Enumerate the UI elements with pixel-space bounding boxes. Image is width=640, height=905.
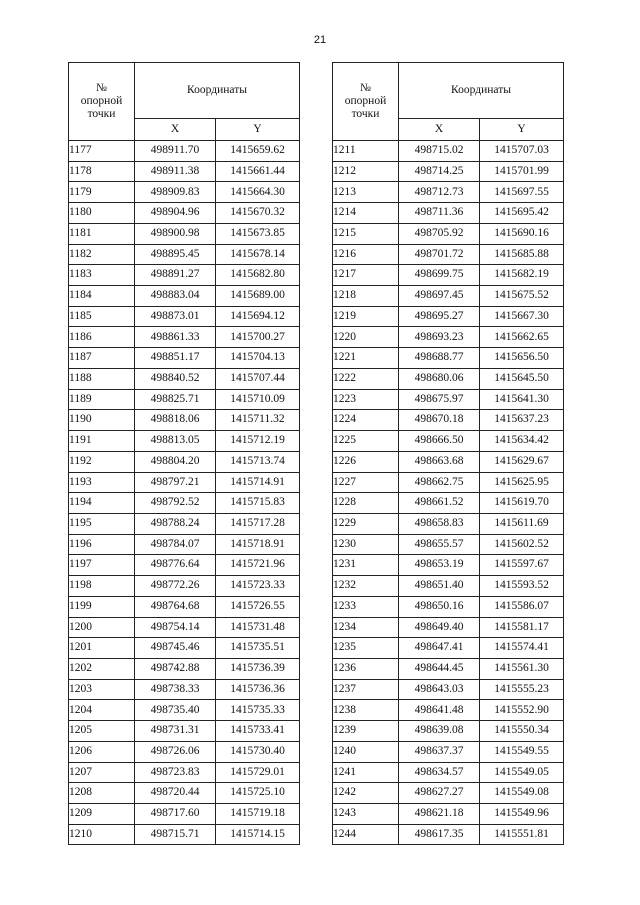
table-row bbox=[69, 824, 300, 845]
point-number-cell: 1244 bbox=[333, 824, 399, 845]
x-coordinate-cell: 498825.71 bbox=[135, 389, 216, 410]
coordinates-header: Координаты bbox=[135, 63, 300, 119]
table-row bbox=[69, 265, 300, 286]
table-row bbox=[333, 804, 564, 825]
coordinates-header: Координаты bbox=[399, 63, 564, 119]
table-row bbox=[69, 762, 300, 783]
table-row bbox=[333, 493, 564, 514]
table-row bbox=[69, 472, 300, 493]
y-coordinate-cell: 1415712.19 bbox=[216, 431, 300, 452]
point-number-cell: 1239 bbox=[333, 721, 399, 742]
table-row bbox=[69, 596, 300, 617]
y-coordinate-cell: 1415723.33 bbox=[216, 576, 300, 597]
point-number-cell: 1229 bbox=[333, 513, 399, 534]
y-coordinate-cell: 1415695.42 bbox=[480, 203, 564, 224]
table-row bbox=[69, 576, 300, 597]
point-number-cell: 1196 bbox=[69, 534, 135, 555]
y-coordinate-cell: 1415662.65 bbox=[480, 327, 564, 348]
table-row bbox=[69, 161, 300, 182]
point-number-cell: 1185 bbox=[69, 306, 135, 327]
x-coordinate-cell: 498634.57 bbox=[399, 762, 480, 783]
point-number-word2: точки bbox=[87, 108, 116, 121]
x-coordinate-cell: 498639.08 bbox=[399, 721, 480, 742]
point-number-cell: 1227 bbox=[333, 472, 399, 493]
point-number-cell: 1217 bbox=[333, 265, 399, 286]
point-number-cell: 1180 bbox=[69, 203, 135, 224]
point-number-cell: 1177 bbox=[69, 141, 135, 162]
table-row bbox=[69, 617, 300, 638]
x-coordinate-cell: 498651.40 bbox=[399, 576, 480, 597]
y-coordinate-cell: 1415549.08 bbox=[480, 783, 564, 804]
y-coordinate-cell: 1415718.91 bbox=[216, 534, 300, 555]
table-body bbox=[333, 141, 564, 845]
x-coordinate-cell: 498693.23 bbox=[399, 327, 480, 348]
y-coordinate-cell: 1415713.74 bbox=[216, 451, 300, 472]
point-number-cell: 1179 bbox=[69, 182, 135, 203]
y-coordinate-cell: 1415551.81 bbox=[480, 824, 564, 845]
x-coordinate-cell: 498711.36 bbox=[399, 203, 480, 224]
point-number-cell: 1209 bbox=[69, 804, 135, 825]
point-number-cell: 1228 bbox=[333, 493, 399, 514]
point-number-cell: 1241 bbox=[333, 762, 399, 783]
x-coordinate-cell: 498663.68 bbox=[399, 451, 480, 472]
point-number-cell: 1178 bbox=[69, 161, 135, 182]
x-coordinate-cell: 498840.52 bbox=[135, 368, 216, 389]
table-row bbox=[69, 368, 300, 389]
point-number-cell: 1200 bbox=[69, 617, 135, 638]
table-row bbox=[333, 306, 564, 327]
point-number-cell: 1238 bbox=[333, 700, 399, 721]
point-number-cell: 1212 bbox=[333, 161, 399, 182]
x-coordinate-cell: 498697.45 bbox=[399, 286, 480, 307]
y-coordinate-cell: 1415593.52 bbox=[480, 576, 564, 597]
point-number-cell: 1231 bbox=[333, 555, 399, 576]
coordinates-table-left bbox=[68, 62, 300, 845]
table-row bbox=[333, 161, 564, 182]
y-coordinate-cell: 1415602.52 bbox=[480, 534, 564, 555]
x-coordinate-cell: 498726.06 bbox=[135, 741, 216, 762]
point-number-cell: 1240 bbox=[333, 741, 399, 762]
y-coordinate-cell: 1415736.36 bbox=[216, 679, 300, 700]
table-row bbox=[69, 700, 300, 721]
x-coordinate-cell: 498644.45 bbox=[399, 658, 480, 679]
table-row bbox=[69, 783, 300, 804]
table-row bbox=[69, 679, 300, 700]
y-coordinate-cell: 1415634.42 bbox=[480, 431, 564, 452]
x-coordinate-cell: 498641.48 bbox=[399, 700, 480, 721]
table-row bbox=[69, 389, 300, 410]
point-number-word2: точки bbox=[351, 108, 380, 121]
point-number-cell: 1194 bbox=[69, 493, 135, 514]
table-row bbox=[69, 431, 300, 452]
x-coordinate-cell: 498909.83 bbox=[135, 182, 216, 203]
x-coordinate-cell: 498680.06 bbox=[399, 368, 480, 389]
x-coordinate-cell: 498792.52 bbox=[135, 493, 216, 514]
y-coordinate-cell: 1415625.95 bbox=[480, 472, 564, 493]
y-coordinate-cell: 1415549.05 bbox=[480, 762, 564, 783]
x-coordinate-cell: 498904.96 bbox=[135, 203, 216, 224]
point-number-cell: 1226 bbox=[333, 451, 399, 472]
x-coordinate-cell: 498655.57 bbox=[399, 534, 480, 555]
x-coordinate-cell: 498861.33 bbox=[135, 327, 216, 348]
table-row bbox=[69, 513, 300, 534]
x-coordinate-cell: 498695.27 bbox=[399, 306, 480, 327]
y-coordinate-cell: 1415659.62 bbox=[216, 141, 300, 162]
point-number-cell: 1202 bbox=[69, 658, 135, 679]
table-row bbox=[69, 244, 300, 265]
table-row bbox=[69, 741, 300, 762]
point-number-cell: 1183 bbox=[69, 265, 135, 286]
y-coordinate-cell: 1415714.91 bbox=[216, 472, 300, 493]
y-coordinate-cell: 1415715.83 bbox=[216, 493, 300, 514]
table-row bbox=[333, 244, 564, 265]
y-coordinate-cell: 1415673.85 bbox=[216, 223, 300, 244]
point-number-cell: 1214 bbox=[333, 203, 399, 224]
x-coordinate-cell: 498649.40 bbox=[399, 617, 480, 638]
table-row bbox=[333, 700, 564, 721]
table-row bbox=[333, 721, 564, 742]
y-coordinate-cell: 1415690.16 bbox=[480, 223, 564, 244]
table-row bbox=[69, 804, 300, 825]
table-row bbox=[69, 451, 300, 472]
point-number-cell: 1186 bbox=[69, 327, 135, 348]
x-coordinate-cell: 498745.46 bbox=[135, 638, 216, 659]
table-body bbox=[69, 141, 300, 845]
x-coordinate-cell: 498891.27 bbox=[135, 265, 216, 286]
y-column-header: Y bbox=[480, 119, 564, 141]
y-coordinate-cell: 1415555.23 bbox=[480, 679, 564, 700]
y-coordinate-cell: 1415725.10 bbox=[216, 783, 300, 804]
x-coordinate-cell: 498723.83 bbox=[135, 762, 216, 783]
point-number-cell: 1242 bbox=[333, 783, 399, 804]
x-coordinate-cell: 498731.31 bbox=[135, 721, 216, 742]
page-number: 21 bbox=[313, 34, 327, 46]
point-number-cell: 1190 bbox=[69, 410, 135, 431]
table-row bbox=[69, 534, 300, 555]
point-number-cell: 1207 bbox=[69, 762, 135, 783]
table-row bbox=[333, 327, 564, 348]
x-coordinate-cell: 498621.18 bbox=[399, 804, 480, 825]
y-coordinate-cell: 1415721.96 bbox=[216, 555, 300, 576]
y-coordinate-cell: 1415552.90 bbox=[480, 700, 564, 721]
x-coordinate-cell: 498742.88 bbox=[135, 658, 216, 679]
y-coordinate-cell: 1415694.12 bbox=[216, 306, 300, 327]
point-number-cell: 1192 bbox=[69, 451, 135, 472]
y-coordinate-cell: 1415670.32 bbox=[216, 203, 300, 224]
table-row bbox=[69, 286, 300, 307]
y-coordinate-cell: 1415735.33 bbox=[216, 700, 300, 721]
y-coordinate-cell: 1415700.27 bbox=[216, 327, 300, 348]
point-number-cell: 1225 bbox=[333, 431, 399, 452]
point-number-cell: 1201 bbox=[69, 638, 135, 659]
y-coordinate-cell: 1415637.23 bbox=[480, 410, 564, 431]
point-number-cell: 1203 bbox=[69, 679, 135, 700]
table-row bbox=[333, 638, 564, 659]
y-coordinate-cell: 1415697.55 bbox=[480, 182, 564, 203]
point-number-cell: 1223 bbox=[333, 389, 399, 410]
y-coordinate-cell: 1415597.67 bbox=[480, 555, 564, 576]
point-number-header bbox=[333, 63, 399, 141]
x-coordinate-cell: 498637.37 bbox=[399, 741, 480, 762]
x-coordinate-cell: 498717.60 bbox=[135, 804, 216, 825]
point-number-cell: 1211 bbox=[333, 141, 399, 162]
table-row bbox=[333, 286, 564, 307]
x-coordinate-cell: 498720.44 bbox=[135, 783, 216, 804]
x-coordinate-cell: 498911.70 bbox=[135, 141, 216, 162]
y-coordinate-cell: 1415656.50 bbox=[480, 348, 564, 369]
table-row bbox=[69, 721, 300, 742]
point-number-cell: 1198 bbox=[69, 576, 135, 597]
point-number-symbol: № bbox=[360, 81, 371, 94]
x-coordinate-cell: 498617.35 bbox=[399, 824, 480, 845]
y-coordinate-cell: 1415549.55 bbox=[480, 741, 564, 762]
point-number-cell: 1205 bbox=[69, 721, 135, 742]
x-coordinate-cell: 498804.20 bbox=[135, 451, 216, 472]
point-number-cell: 1210 bbox=[69, 824, 135, 845]
point-number-cell: 1233 bbox=[333, 596, 399, 617]
table-row bbox=[333, 679, 564, 700]
y-coordinate-cell: 1415561.30 bbox=[480, 658, 564, 679]
table-row bbox=[333, 741, 564, 762]
x-coordinate-cell: 498627.27 bbox=[399, 783, 480, 804]
table-row bbox=[333, 555, 564, 576]
x-coordinate-cell: 498754.14 bbox=[135, 617, 216, 638]
y-coordinate-cell: 1415719.18 bbox=[216, 804, 300, 825]
x-coordinate-cell: 498784.07 bbox=[135, 534, 216, 555]
y-coordinate-cell: 1415707.03 bbox=[480, 141, 564, 162]
point-number-cell: 1188 bbox=[69, 368, 135, 389]
point-number-cell: 1199 bbox=[69, 596, 135, 617]
x-coordinate-cell: 498666.50 bbox=[399, 431, 480, 452]
y-coordinate-cell: 1415710.09 bbox=[216, 389, 300, 410]
y-coordinate-cell: 1415549.96 bbox=[480, 804, 564, 825]
y-coordinate-cell: 1415667.30 bbox=[480, 306, 564, 327]
point-number-cell: 1219 bbox=[333, 306, 399, 327]
x-coordinate-cell: 498658.83 bbox=[399, 513, 480, 534]
y-coordinate-cell: 1415675.52 bbox=[480, 286, 564, 307]
table-row bbox=[69, 141, 300, 162]
y-coordinate-cell: 1415729.01 bbox=[216, 762, 300, 783]
x-coordinate-cell: 498715.71 bbox=[135, 824, 216, 845]
point-number-cell: 1182 bbox=[69, 244, 135, 265]
point-number-cell: 1197 bbox=[69, 555, 135, 576]
table-row bbox=[333, 617, 564, 638]
y-coordinate-cell: 1415731.48 bbox=[216, 617, 300, 638]
table-row bbox=[333, 658, 564, 679]
point-number-cell: 1230 bbox=[333, 534, 399, 555]
x-column-header: X bbox=[135, 119, 216, 141]
table-row bbox=[333, 223, 564, 244]
y-coordinate-cell: 1415711.32 bbox=[216, 410, 300, 431]
table-row bbox=[69, 306, 300, 327]
table-row bbox=[69, 410, 300, 431]
point-number-cell: 1220 bbox=[333, 327, 399, 348]
point-number-cell: 1235 bbox=[333, 638, 399, 659]
y-coordinate-cell: 1415714.15 bbox=[216, 824, 300, 845]
point-number-cell: 1218 bbox=[333, 286, 399, 307]
table-row bbox=[333, 389, 564, 410]
point-number-word1: опорной bbox=[344, 94, 387, 107]
point-number-cell: 1204 bbox=[69, 700, 135, 721]
y-coordinate-cell: 1415685.88 bbox=[480, 244, 564, 265]
x-coordinate-cell: 498738.33 bbox=[135, 679, 216, 700]
table-row bbox=[333, 265, 564, 286]
table-row bbox=[333, 368, 564, 389]
y-coordinate-cell: 1415707.44 bbox=[216, 368, 300, 389]
x-coordinate-cell: 498776.64 bbox=[135, 555, 216, 576]
x-coordinate-cell: 498851.17 bbox=[135, 348, 216, 369]
x-coordinate-cell: 498873.01 bbox=[135, 306, 216, 327]
y-coordinate-cell: 1415550.34 bbox=[480, 721, 564, 742]
table-row bbox=[333, 596, 564, 617]
table-row bbox=[333, 348, 564, 369]
point-number-cell: 1206 bbox=[69, 741, 135, 762]
y-coordinate-cell: 1415661.44 bbox=[216, 161, 300, 182]
x-coordinate-cell: 498643.03 bbox=[399, 679, 480, 700]
table-row bbox=[69, 327, 300, 348]
point-number-cell: 1187 bbox=[69, 348, 135, 369]
table-row bbox=[333, 534, 564, 555]
point-number-cell: 1224 bbox=[333, 410, 399, 431]
x-coordinate-cell: 498788.24 bbox=[135, 513, 216, 534]
coordinates-table-right bbox=[332, 62, 564, 845]
y-coordinate-cell: 1415682.19 bbox=[480, 265, 564, 286]
x-coordinate-cell: 498662.75 bbox=[399, 472, 480, 493]
y-coordinate-cell: 1415733.41 bbox=[216, 721, 300, 742]
table-row bbox=[333, 410, 564, 431]
point-number-cell: 1221 bbox=[333, 348, 399, 369]
point-number-cell: 1181 bbox=[69, 223, 135, 244]
point-number-symbol: № bbox=[96, 81, 107, 94]
x-coordinate-cell: 498701.72 bbox=[399, 244, 480, 265]
table-row bbox=[333, 203, 564, 224]
y-coordinate-cell: 1415678.14 bbox=[216, 244, 300, 265]
point-number-word1: опорной bbox=[80, 94, 123, 107]
y-coordinate-cell: 1415736.39 bbox=[216, 658, 300, 679]
y-coordinate-cell: 1415619.70 bbox=[480, 493, 564, 514]
point-number-cell: 1222 bbox=[333, 368, 399, 389]
point-number-cell: 1213 bbox=[333, 182, 399, 203]
point-number-cell: 1184 bbox=[69, 286, 135, 307]
x-coordinate-cell: 498735.40 bbox=[135, 700, 216, 721]
x-coordinate-cell: 498895.45 bbox=[135, 244, 216, 265]
table-row bbox=[333, 182, 564, 203]
point-number-cell: 1191 bbox=[69, 431, 135, 452]
y-column-header: Y bbox=[216, 119, 300, 141]
table-row bbox=[333, 431, 564, 452]
point-number-cell: 1193 bbox=[69, 472, 135, 493]
x-column-header: X bbox=[399, 119, 480, 141]
y-coordinate-cell: 1415586.07 bbox=[480, 596, 564, 617]
point-number-cell: 1234 bbox=[333, 617, 399, 638]
y-coordinate-cell: 1415611.69 bbox=[480, 513, 564, 534]
x-coordinate-cell: 498911.38 bbox=[135, 161, 216, 182]
point-number-cell: 1195 bbox=[69, 513, 135, 534]
x-coordinate-cell: 498772.26 bbox=[135, 576, 216, 597]
x-coordinate-cell: 498675.97 bbox=[399, 389, 480, 410]
table-row bbox=[69, 223, 300, 244]
table-row bbox=[69, 203, 300, 224]
table-row bbox=[333, 451, 564, 472]
x-coordinate-cell: 498653.19 bbox=[399, 555, 480, 576]
x-coordinate-cell: 498900.98 bbox=[135, 223, 216, 244]
y-coordinate-cell: 1415717.28 bbox=[216, 513, 300, 534]
y-coordinate-cell: 1415629.67 bbox=[480, 451, 564, 472]
point-number-cell: 1189 bbox=[69, 389, 135, 410]
table-row bbox=[69, 638, 300, 659]
x-coordinate-cell: 498670.18 bbox=[399, 410, 480, 431]
y-coordinate-cell: 1415726.55 bbox=[216, 596, 300, 617]
y-coordinate-cell: 1415581.17 bbox=[480, 617, 564, 638]
point-number-cell: 1237 bbox=[333, 679, 399, 700]
x-coordinate-cell: 498699.75 bbox=[399, 265, 480, 286]
table-row bbox=[333, 513, 564, 534]
table-row bbox=[333, 762, 564, 783]
x-coordinate-cell: 498715.02 bbox=[399, 141, 480, 162]
point-number-cell: 1208 bbox=[69, 783, 135, 804]
x-coordinate-cell: 498818.06 bbox=[135, 410, 216, 431]
x-coordinate-cell: 498712.73 bbox=[399, 182, 480, 203]
x-coordinate-cell: 498764.68 bbox=[135, 596, 216, 617]
y-coordinate-cell: 1415701.99 bbox=[480, 161, 564, 182]
y-coordinate-cell: 1415682.80 bbox=[216, 265, 300, 286]
table-row bbox=[333, 576, 564, 597]
x-coordinate-cell: 498883.04 bbox=[135, 286, 216, 307]
x-coordinate-cell: 498650.16 bbox=[399, 596, 480, 617]
y-coordinate-cell: 1415689.00 bbox=[216, 286, 300, 307]
table-row bbox=[333, 783, 564, 804]
x-coordinate-cell: 498813.05 bbox=[135, 431, 216, 452]
x-coordinate-cell: 498661.52 bbox=[399, 493, 480, 514]
x-coordinate-cell: 498797.21 bbox=[135, 472, 216, 493]
y-coordinate-cell: 1415645.50 bbox=[480, 368, 564, 389]
y-coordinate-cell: 1415574.41 bbox=[480, 638, 564, 659]
table-row bbox=[333, 141, 564, 162]
point-number-cell: 1215 bbox=[333, 223, 399, 244]
table-row bbox=[333, 472, 564, 493]
point-number-cell: 1216 bbox=[333, 244, 399, 265]
table-row bbox=[69, 555, 300, 576]
y-coordinate-cell: 1415704.13 bbox=[216, 348, 300, 369]
point-number-cell: 1243 bbox=[333, 804, 399, 825]
table-row bbox=[333, 824, 564, 845]
table-row bbox=[69, 493, 300, 514]
point-number-header bbox=[69, 63, 135, 141]
y-coordinate-cell: 1415730.40 bbox=[216, 741, 300, 762]
x-coordinate-cell: 498714.25 bbox=[399, 161, 480, 182]
table-row bbox=[69, 348, 300, 369]
point-number-cell: 1236 bbox=[333, 658, 399, 679]
point-number-cell: 1232 bbox=[333, 576, 399, 597]
table-row bbox=[69, 658, 300, 679]
y-coordinate-cell: 1415735.51 bbox=[216, 638, 300, 659]
table-row bbox=[69, 182, 300, 203]
y-coordinate-cell: 1415641.30 bbox=[480, 389, 564, 410]
x-coordinate-cell: 498705.92 bbox=[399, 223, 480, 244]
x-coordinate-cell: 498688.77 bbox=[399, 348, 480, 369]
x-coordinate-cell: 498647.41 bbox=[399, 638, 480, 659]
y-coordinate-cell: 1415664.30 bbox=[216, 182, 300, 203]
